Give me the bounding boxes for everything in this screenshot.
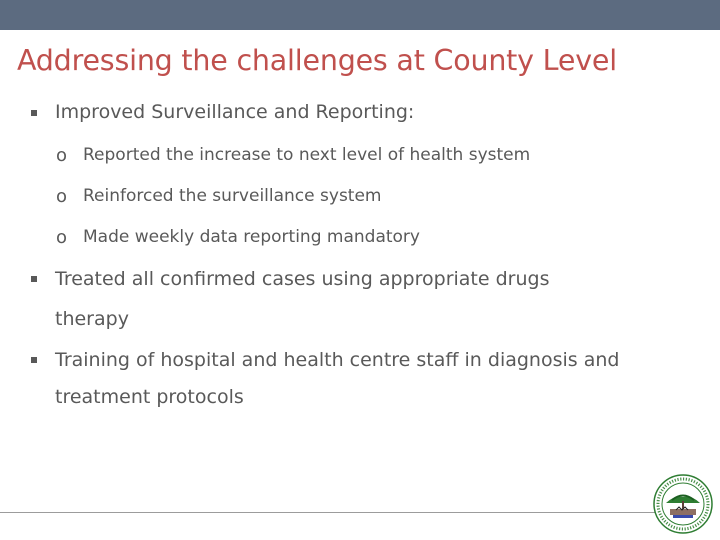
square-bullet-icon bbox=[31, 357, 37, 363]
bullet-text-continuation: treatment protocols bbox=[55, 386, 244, 408]
bullet-text: Training of hospital and health centre staff in diagnosis and bbox=[55, 349, 620, 371]
bullet-text: Treated all confirmed cases using appropriate drugs bbox=[55, 268, 550, 290]
slide-title: Addressing the challenges at County Level bbox=[17, 44, 617, 77]
circle-bullet-icon: o bbox=[56, 186, 68, 207]
bullet-text: Improved Surveillance and Reporting: bbox=[55, 101, 415, 123]
square-bullet-icon bbox=[31, 276, 37, 282]
bullet-text: Reinforced the surveillance system bbox=[83, 186, 382, 206]
square-bullet-icon bbox=[31, 110, 37, 116]
bullet-text: Made weekly data reporting mandatory bbox=[83, 227, 420, 247]
county-emblem-icon bbox=[652, 473, 714, 535]
bullet-text: Reported the increase to next level of health system bbox=[83, 145, 531, 165]
bullet-text-continuation: therapy bbox=[55, 308, 129, 330]
circle-bullet-icon: o bbox=[56, 227, 68, 248]
footer-rule bbox=[0, 512, 655, 513]
circle-bullet-icon: o bbox=[56, 145, 68, 166]
